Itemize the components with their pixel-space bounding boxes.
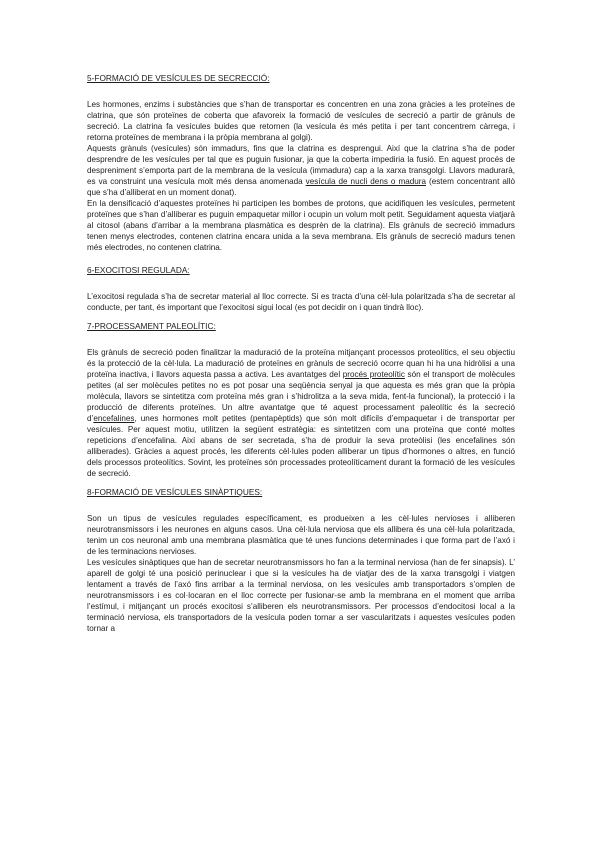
section-7-paragraph-1 xyxy=(87,347,515,479)
section-7-text-b: són el transport de molècules petites (al ser molècules petites no es pot posar una seqüència senyal ja que aquesta es més gran que la pròpia molècula, llavors se sintetitza com proteïna més gran i s’hidrolitza a la seva mida, fent-la funcional), la protecció i la producció de diferents proteïnes. Un altre avantatge que té aquest processament paleolític és la secreció d’ xyxy=(87,370,516,423)
section-6-paragraph-1: L’exocitosi regulada s’ha de secretar material al lloc correcte. Si es tracta d’una cèl·lula polaritzada s’ha de secretar al conducte, per tant, és important que l’exocitosi sigui local (es pot decidir on i quan tindrà lloc). xyxy=(87,292,515,312)
section-8-title: 8-FORMACIÓ DE VESÍCULES SINÀPTIQUES: xyxy=(87,487,263,497)
section-5-paragraph-2 xyxy=(87,143,515,198)
section-5-paragraph-3: En la densificació d’aquestes proteïnes hi participen les bombes de protons, que acidifiquen les vesícules, permetent proteïnes que s’han d’alliberar es puguin empaquetar millor i ocupin un volum molt petit. Seguidament aquesta viatjarà al citosol (abans d’arribar a la membrana plasmàtica es desprèn de la clatrina). Els grànuls de secreció immadurs tenen menys electrodes, contenen clatrina encara unida a la seva membrana. Els grànuls de secreció madurs tenen més electrodes, no contenen clatrina. xyxy=(87,199,515,252)
document-body xyxy=(87,73,515,634)
underlined-term-enkephalins: encefalines xyxy=(93,414,135,423)
section-5-paragraph-2-end: (estem concentrant allò que s’ha d’alliberat en un moment donat). xyxy=(87,177,515,197)
section-5-paragraph-2-start: Aquests grànuls (vesícules) són immadurs, fins que la clatrina es desprengui. Així que la clatrina s’ha de poder desprendre de les vesícules per tal que es puguin fusionar, ja que la coberta impediria la fusió. En aquest procés de despreniment s’emporta part de la membrana de la vesícula (immadura) cap a la xarxa transgolgi. Llavors madurarà, es va construint una vesícula molt més densa anomenada xyxy=(87,144,515,186)
spacer xyxy=(87,253,515,265)
spacer xyxy=(87,313,515,321)
section-7-text-a: Els grànuls de secreció poden finalitzar la maduració de la proteïna mitjançant processos proteolítics, el seu objectiu és la protecció de la cèl·lula. La maduració de proteïnes en grànuls de secreció ocorre quan hi ha una hidròlisi a una proteïna inactiva, i llavors aquesta passa a activa. Les avantatges del xyxy=(87,348,515,379)
section-7-text-c: , unes hormones molt petites (pentapèptids) que són molt difícils d’empaquetar i de transportar per vesícules. Per aquest motiu, utilitzen la següent estratègia: es sintetitzen com una proteïna que conté moltes repeticions d’encefalina. Així abans de ser secretada, s’ha de produir la seva proteòlisi (les encefalines són alliberades). Gràcies a aquest procés, les diferents cèl·lules poden alliberar un tipus d’hormones o altres, en funció dels processos proteolítics. Sovint, les proteïnes són processades proteolíticament durant la formació de les vesícules de secreció. xyxy=(87,414,515,478)
section-5-title: 5-FORMACIÓ DE VESÍCULES DE SECRECCIÓ: xyxy=(87,73,270,83)
section-7-title: 7-PROCESSAMENT PALEOLÍTIC: xyxy=(87,321,216,331)
section-6-title: 6-EXOCITOSI REGULADA: xyxy=(87,265,190,275)
section-8-paragraph-1: Son un tipus de vesícules regulades específicament, es produeixen a les cèl·lules nervioses i alliberen neurotransmissors i les neurones en alguns casos. Una cèl·lula nerviosa que els allibera és una cèl·lula polaritzada, tenim un cos neuronal amb una membrana plasmàtica que té unes funcions determinades i que forma part de l’axó i de les terminacions nervioses. xyxy=(87,514,515,556)
underlined-term-dense-vesicle: vesícula de nucli dens o madura xyxy=(305,177,426,186)
spacer xyxy=(87,479,515,487)
section-8-paragraph-2: Les vesícules sinàptiques que han de secretar neurotransmissors ho fan a la terminal nerviosa (han de fer sinapsis). L’ aparell de golgi té una posició perinuclear i que si la vesícules ha de viatjar des de la xarxa transgolgi i viatgen lentament a través de l’axó fins arribar a la terminal nerviosa, on les vesícules amb transportadors s’omplen de neurotransmissors i es col·locaran en el lloc correcte per fusionar-se amb la membrana en el moment que arriba l’estímul, i mitjançant un procés exocitosi s’alliberen els neurotransmissors. Per processos d’endocitosi local a la terminació nerviosa, els transportadors de la vesícula poden tornar a ser vascularitzats i aquestes vesícules poden tornar a xyxy=(87,558,515,633)
underlined-term-proteolytic-process: procés proteolític xyxy=(342,370,405,379)
section-5-paragraph-1: Les hormones, enzims i substàncies que s’han de transportar es concentren en una zona gràcies a les proteïnes de clatrina, que són proteïnes de coberta que afavoreix la formació de vesícules de secreció a partir de grànuls de secreció. La clatrina fa vesícules buides que retornen (la vesícula és més petita i per tant concentrem càrrega, i retorna proteïnes de membrana i la pròpia membrana al golgi). xyxy=(87,100,515,142)
